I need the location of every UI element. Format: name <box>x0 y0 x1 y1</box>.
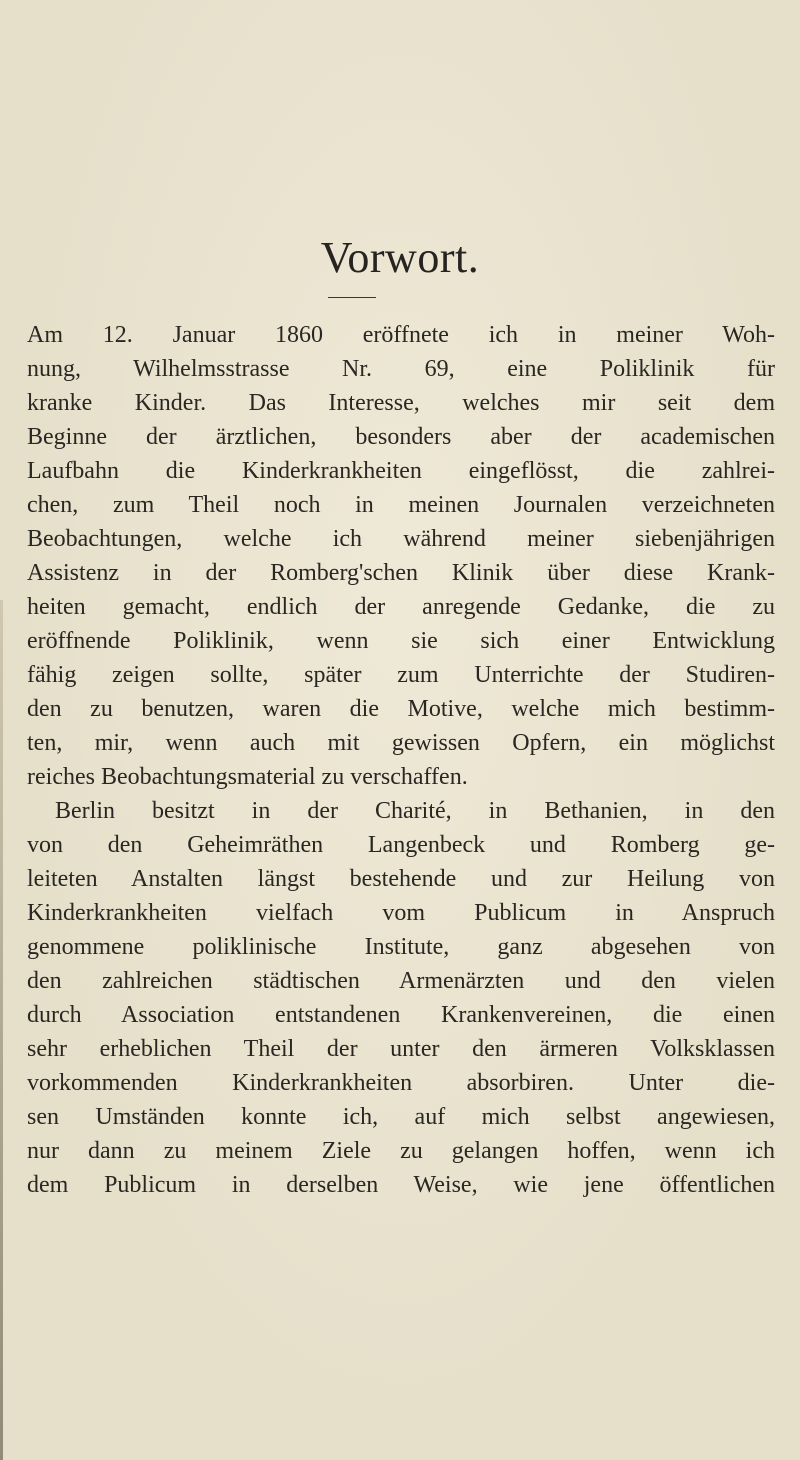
paragraph-2 <box>27 794 775 1202</box>
text-line: den zahlreichen städtischen Armenärzten und den vielen <box>27 968 775 994</box>
text-line: Berlin besitzt in der Charité, in Bethanien, in den <box>55 798 775 824</box>
text-line: dem Publicum in derselben Weise, wie jene öffentlichen <box>27 1172 775 1198</box>
text-line: Beobachtungen, welche ich während meiner siebenjährigen <box>27 526 775 552</box>
text-line: nung, Wilhelmsstrasse Nr. 69, eine Poliklinik für <box>27 356 775 382</box>
text-line: nur dann zu meinem Ziele zu gelangen hoffen, wenn ich <box>27 1138 775 1164</box>
text-line: Assistenz in der Romberg'schen Klinik über diese Krank- <box>27 560 775 586</box>
text-line: sehr erheblichen Theil der unter den ärmeren Volksklassen <box>27 1036 775 1062</box>
text-line: vorkommenden Kinderkrankheiten absorbiren. Unter die- <box>27 1070 775 1096</box>
text-line: genommene poliklinische Institute, ganz abgesehen von <box>27 934 775 960</box>
text-line: eröffnende Poliklinik, wenn sie sich einer Entwicklung <box>27 628 775 654</box>
text-line: leiteten Anstalten längst bestehende und zur Heilung von <box>27 866 775 892</box>
text-line: kranke Kinder. Das Interesse, welches mir seit dem <box>27 390 775 416</box>
text-line: Am 12. Januar 1860 eröffnete ich in meiner Woh- <box>27 322 775 348</box>
text-line: reiches Beobachtungsmaterial zu verschaffen. <box>27 764 468 790</box>
text-line: sen Umständen konnte ich, auf mich selbst angewiesen, <box>27 1104 775 1130</box>
text-line: fähig zeigen sollte, später zum Unterrichte der Studiren- <box>27 662 775 688</box>
text-line: von den Geheimräthen Langenbeck und Romberg ge- <box>27 832 775 858</box>
paragraph-1 <box>27 318 775 794</box>
text-line: ten, mir, wenn auch mit gewissen Opfern, ein möglichst <box>27 730 775 756</box>
page-title: Vorwort. <box>320 233 480 282</box>
text-line: den zu benutzen, waren die Motive, welche mich bestimm- <box>27 696 775 722</box>
title-divider <box>328 297 376 298</box>
text-line: chen, zum Theil noch in meinen Journalen verzeichneten <box>27 492 775 518</box>
text-line: Kinderkrankheiten vielfach vom Publicum in Anspruch <box>27 900 775 926</box>
text-line: durch Association entstandenen Krankenvereinen, die einen <box>27 1002 775 1028</box>
page-binding-edge <box>0 600 3 1460</box>
body-text <box>27 318 775 1202</box>
text-line: Laufbahn die Kinderkrankheiten eingeflösst, die zahlrei- <box>27 458 775 484</box>
text-line: heiten gemacht, endlich der anregende Gedanke, die zu <box>27 594 775 620</box>
text-line: Beginne der ärztlichen, besonders aber der academischen <box>27 424 775 450</box>
